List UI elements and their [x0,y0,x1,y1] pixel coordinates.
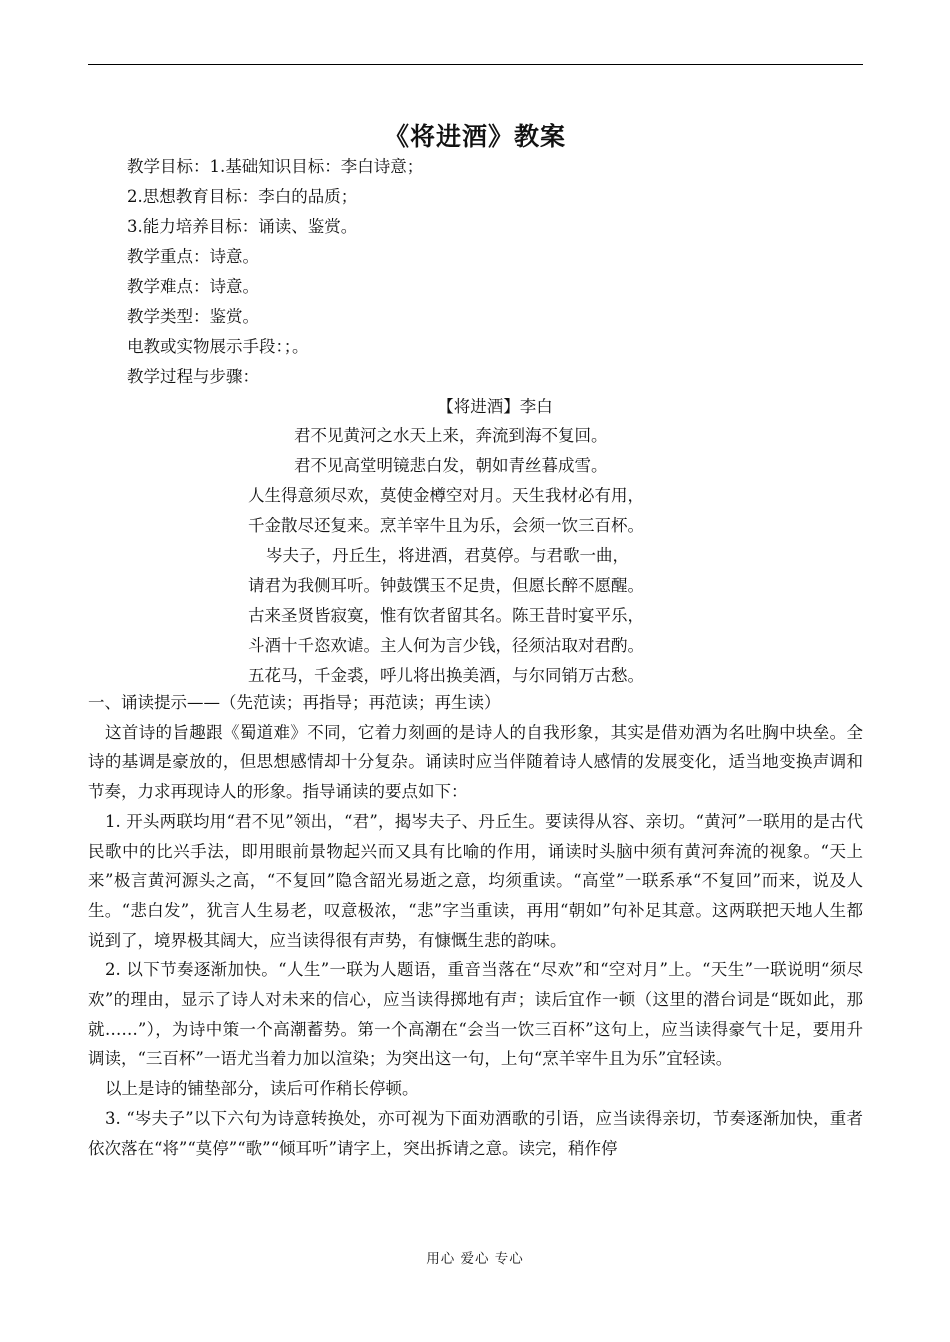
paragraph: 以上是诗的铺垫部分，读后可作稍长停顿。 [105,1079,419,1099]
poem-line: 千金散尽还复来。烹羊宰牛且为乐，会须一饮三百杯。 [248,516,644,535]
poem-title: 【将进酒】李白 [437,397,553,416]
meta-line: 教学过程与步骤： [127,367,259,386]
meta-line: 2.思想教育目标：李白的品质； [127,187,358,206]
lesson-meta [127,152,423,392]
poem-line: 五花马，千金裘，呼儿将出换美酒，与尔同销万古愁。 [248,666,644,685]
poem-line: 古来圣贤皆寂寞，惟有饮者留其名。陈王昔时宴平乐， [248,606,644,625]
paragraph: 这首诗的旨趣跟《蜀道难》不同，它着力刻画的是诗人的自我形象，其实是借劝酒为名吐胸中块垒。全诗的基调是豪放的，但思想感情却十分复杂。诵读时应当伴随着诗人感情的发展变化，适当地变换声调和节奏，力求再现诗人的形象。指导诵读的要点如下： [88,722,863,802]
poem-line: 人生得意须尽欢，莫使金樽空对月。天生我材必有用， [248,486,644,505]
poem-line: 君不见高堂明镜悲白发，朝如青丝暮成雪。 [294,456,608,475]
poem-line: 君不见黄河之水天上来，奔流到海不复回。 [294,426,608,445]
poem-line: 岑夫子，丹丘生，将进酒，君莫停。与君歌一曲， [266,546,629,565]
page-footer: 用心 爱心 专心 [426,1251,524,1267]
meta-line: 教学目标：1.基础知识目标：李白诗意； [127,157,424,176]
meta-line: 教学难点：诗意。 [127,277,259,296]
meta-line: 电教或实物展示手段：；。 [127,337,309,356]
header-rule [88,64,863,65]
paragraph: 1. 开头两联均用“君不见”领出，“君”，揭岑夫子、丹丘生。要读得从容、亲切。“黄河”一联用的是古代民歌中的比兴手法，即用眼前景物起兴而又具有比喻的作用，诵读时头脑中须有黄河奔流的视象。“天上来”极言黄河源头之高，“不复回”隐含韶光易逝之意，均须重读。“高堂”一联系承“不复回”而来，说及人生。“悲白发”，犹言人生易老，叹意极浓，“悲”字当重读，再用“朝如”句补足其意。这两联把天地人生都说到了，境界极其阔大，应当读得很有声势，有慷慨生悲的韵味。 [88,811,863,950]
paragraph: 2. 以下节奏逐渐加快。“人生”一联为人题语，重音当落在“尽欢”和“空对月”上。“天生”一联说明“须尽欢”的理由，显示了诗人对未来的信心，应当读得掷地有声；读后宜作一顿（这里的潜台词是“既如此，那就……”），为诗中策一个高潮蓄势。第一个高潮在“会当一饮三百杯”这句上，应当读得豪气十足，要用升调读，“三百杯”一语尤当着力加以渲染；为突出这一句，上句“烹羊宰牛且为乐”宜轻读。 [88,960,863,1069]
poem-line: 斗酒十千恣欢谑。主人何为言少钱，径须沽取对君酌。 [248,636,644,655]
meta-line: 3.能力培养目标：诵读、鉴赏。 [127,217,358,236]
meta-line: 教学类型：鉴赏。 [127,307,259,326]
body-text [88,688,863,1163]
poem-text [0,421,950,691]
meta-line: 教学重点：诗意。 [127,247,259,266]
section-heading: 一、诵读提示——（先范读；再指导；再范读；再生读） [88,693,501,712]
poem-line: 请君为我侧耳听。钟鼓馔玉不足贵，但愿长醉不愿醒。 [248,576,644,595]
paragraph: 3. “岑夫子”以下六句为诗意转换处，亦可视为下面劝酒歌的引语，应当读得亲切，节奏逐渐加快，重者依次落在“将”“莫停”“歌”“倾耳听”请字上，突出拆请之意。读完，稍作停 [88,1108,863,1158]
page-title: 《将进酒》教案 [383,122,566,151]
